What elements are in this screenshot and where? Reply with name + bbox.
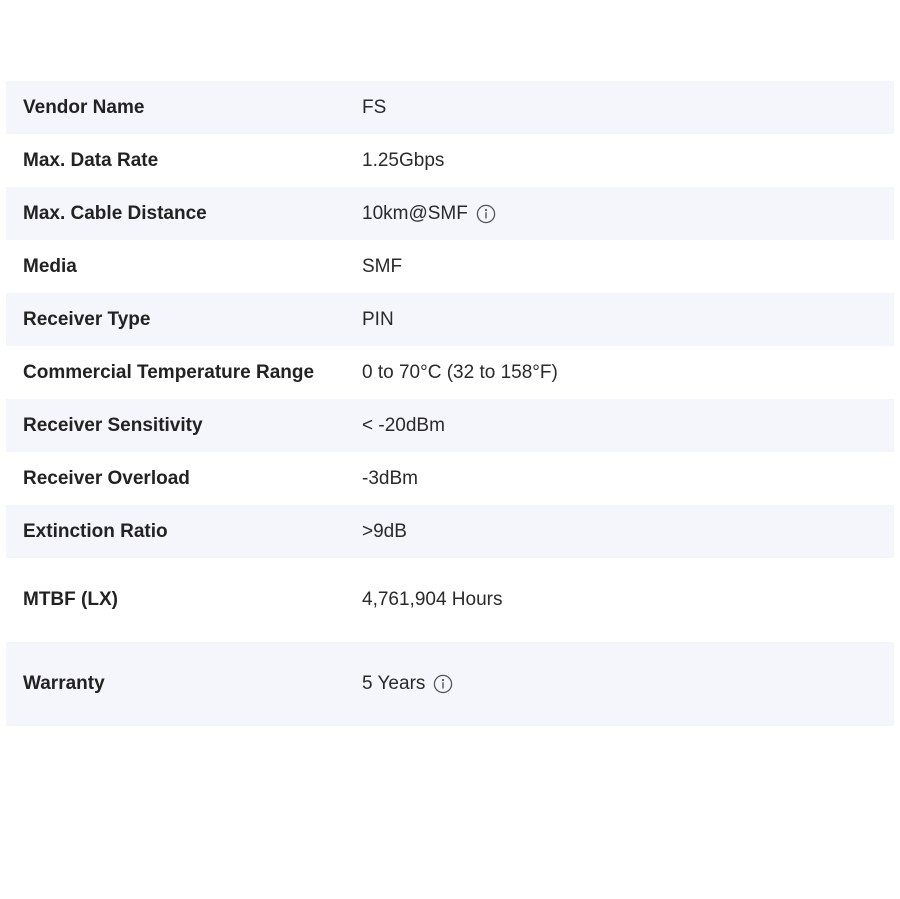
spec-value: 10km@SMF <box>362 202 468 224</box>
spec-value: 5 Years <box>362 673 426 694</box>
spec-value-container <box>362 521 894 543</box>
spec-label: Receiver Type <box>23 308 151 330</box>
spec-label: MTBF (LX) <box>23 589 118 610</box>
spec-row-receiver-sensitivity <box>6 399 894 452</box>
spec-value-container <box>362 203 894 225</box>
spec-label: Max. Data Rate <box>23 149 159 171</box>
spec-value: SMF <box>362 255 403 277</box>
spec-label: Media <box>23 255 77 277</box>
info-icon[interactable] <box>433 674 453 694</box>
spec-value: PIN <box>362 308 394 330</box>
spec-value-container <box>362 309 894 331</box>
spec-value-container <box>362 589 894 611</box>
spec-label: Receiver Sensitivity <box>23 414 203 436</box>
spec-label: Receiver Overload <box>23 467 190 489</box>
spec-row-extinction-ratio <box>6 505 894 558</box>
spec-label: Max. Cable Distance <box>23 202 207 224</box>
spec-label: Vendor Name <box>23 96 145 118</box>
spec-row-commercial-temperature-range <box>6 346 894 399</box>
spec-label: Commercial Temperature Range <box>23 361 315 383</box>
spec-row-receiver-overload <box>6 452 894 505</box>
spec-row-warranty <box>6 642 894 726</box>
spec-value-container <box>362 150 894 172</box>
spec-value-container <box>362 415 894 437</box>
spec-value: >9dB <box>362 520 407 542</box>
spec-value: 1.25Gbps <box>362 149 445 171</box>
spec-label: Warranty <box>23 673 105 694</box>
spec-row-media <box>6 240 894 293</box>
spec-value: FS <box>362 96 387 118</box>
spec-row-max-cable-distance <box>6 187 894 240</box>
spec-row-mtbf <box>6 558 894 642</box>
spec-row-vendor-name <box>6 81 894 134</box>
spec-value: -3dBm <box>362 467 418 489</box>
spec-table <box>6 81 894 726</box>
spec-value: 0 to 70°C (32 to 158°F) <box>362 361 558 383</box>
spec-value-container <box>362 97 894 119</box>
spec-row-max-data-rate <box>6 134 894 187</box>
spec-value: 4,761,904 Hours <box>362 589 503 610</box>
info-icon[interactable] <box>476 204 496 224</box>
spec-value-container <box>362 362 894 384</box>
spec-label: Extinction Ratio <box>23 520 168 542</box>
spec-value: < -20dBm <box>362 414 445 436</box>
spec-value-container <box>362 256 894 278</box>
spec-value-container <box>362 673 894 695</box>
spec-row-receiver-type <box>6 293 894 346</box>
spec-value-container <box>362 468 894 490</box>
